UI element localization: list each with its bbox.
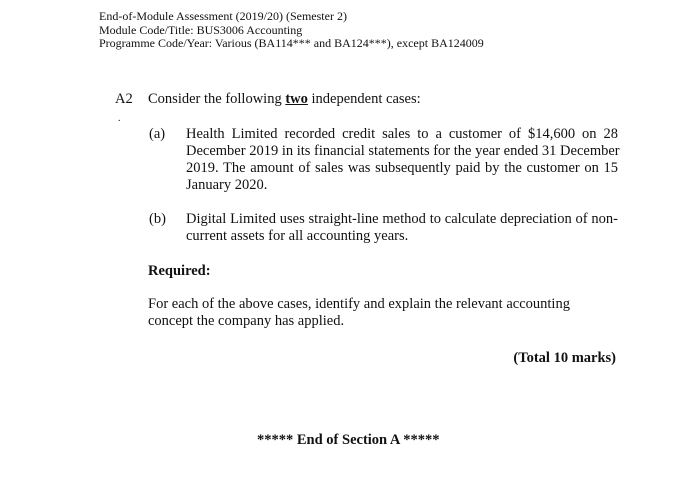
required-instruction: For each of the above cases, identify and explain the relevant accounting concept the company has applied. <box>148 296 570 329</box>
header-programme-line: Programme Code/Year: Various (BA114*** and BA124***), except BA124009 <box>99 36 484 50</box>
case-a-line: January 2020. <box>186 177 268 193</box>
case-a-text <box>186 126 618 194</box>
case-b-text <box>186 211 618 245</box>
case-a-line: 2019. The amount of sales was subsequently paid by the customer on 15 <box>186 160 618 176</box>
case-b-line: Digital Limited uses straight-line method to calculate depreciation of non- <box>186 211 618 227</box>
header-module-line: Module Code/Title: BUS3006 Accounting <box>99 22 303 37</box>
case-a-line: December 2019 in its financial statements for the year ended 31 December <box>186 143 620 159</box>
intro-text-end: independent cases: <box>307 91 421 107</box>
document-header <box>99 10 484 51</box>
required-heading: Required: <box>148 263 211 279</box>
case-a-line: Health Limited recorded credit sales to a customer of $14,600 on 28 <box>186 126 618 142</box>
intro-emphasis: two <box>285 91 308 107</box>
stray-dot: . <box>118 113 121 124</box>
case-b-line: current assets for all accounting years. <box>186 228 409 244</box>
intro-text-start: Consider the following <box>148 91 286 107</box>
case-a-label: (a) <box>149 126 166 142</box>
question-intro <box>148 91 421 108</box>
case-b-label: (b) <box>149 211 166 227</box>
total-marks: (Total 10 marks) <box>513 350 616 366</box>
header-assessment-line: End-of-Module Assessment (2019/20) (Semester 2) <box>99 9 347 23</box>
question-number: A2 <box>115 91 133 107</box>
end-of-section: ***** End of Section A ***** <box>257 432 440 448</box>
